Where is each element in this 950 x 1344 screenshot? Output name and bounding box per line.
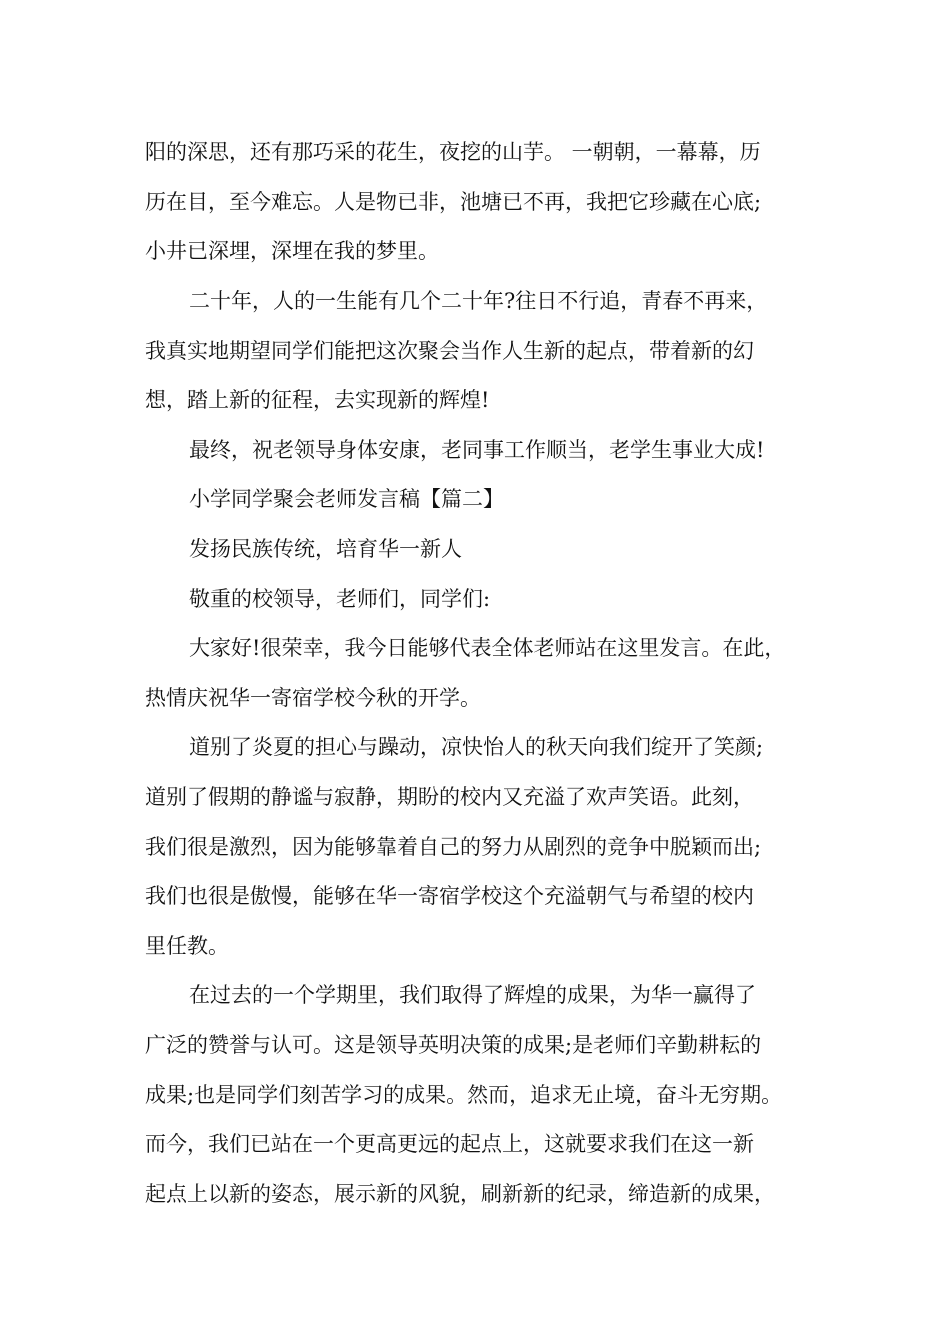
text-line: 想，踏上新的征程，去实现新的辉煌! [145, 388, 490, 412]
salutation: 敬重的校领导，老师们，同学们: [189, 587, 491, 611]
text-line: 而今，我们已站在一个更高更远的起点上，这就要求我们在这一新 [145, 1132, 754, 1156]
text-line: 历在目，至今难忘。人是物已非，池塘已不再，我把它珍藏在心底; [145, 190, 762, 214]
paragraph-start-line: 在过去的一个学期里，我们取得了辉煌的成果，为华一赢得了 [189, 983, 756, 1007]
text-line: 我们也很是傲慢，能够在华一寄宿学校这个充溢朝气与希望的校内 [145, 884, 754, 908]
paragraph-start-line: 道别了炎夏的担心与躁动，凉快怡人的秋天向我们绽开了笑颜; [189, 735, 764, 759]
text-line: 里任教。 [145, 934, 229, 958]
section-heading: 小学同学聚会老师发言稿【篇二】 [189, 487, 504, 511]
paragraph-start-line: 最终，祝老领导身体安康，老同事工作顺当，老学生事业大成! [189, 438, 765, 462]
text-line: 道别了假期的静谧与寂静，期盼的校内又充溢了欢声笑语。此刻， [145, 785, 754, 809]
paragraph-start-line: 二十年，人的一生能有几个二十年?往日不行追，青春不再来， [189, 289, 768, 313]
text-line: 小井已深埋，深埋在我的梦里。 [145, 239, 439, 263]
text-line: 我们很是激烈，因为能够靠着自己的努力从剧烈的竞争中脱颖而出; [145, 835, 762, 859]
text-line: 阳的深思，还有那巧采的花生，夜挖的山芋。 一朝朝，一幕幕，历 [145, 140, 761, 164]
text-line: 成果;也是同学们刻苦学习的成果。然而，追求无止境，奋斗无穷期。 [145, 1083, 783, 1107]
text-line: 广泛的赞誉与认可。这是领导英明决策的成果;是老师们辛勤耕耘的 [145, 1033, 762, 1057]
text-line: 热情庆祝华一寄宿学校今秋的开学。 [145, 686, 481, 710]
text-line: 我真实地期望同学们能把这次聚会当作人生新的起点，带着新的幻 [145, 339, 754, 363]
paragraph-start-line: 大家好!很荣幸，我今日能够代表全体老师站在这里发言。在此， [189, 636, 786, 660]
text-line: 起点上以新的姿态，展示新的风貌，刷新新的纪录，缔造新的成果， [145, 1182, 775, 1206]
speech-title: 发扬民族传统，培育华一新人 [189, 537, 462, 561]
